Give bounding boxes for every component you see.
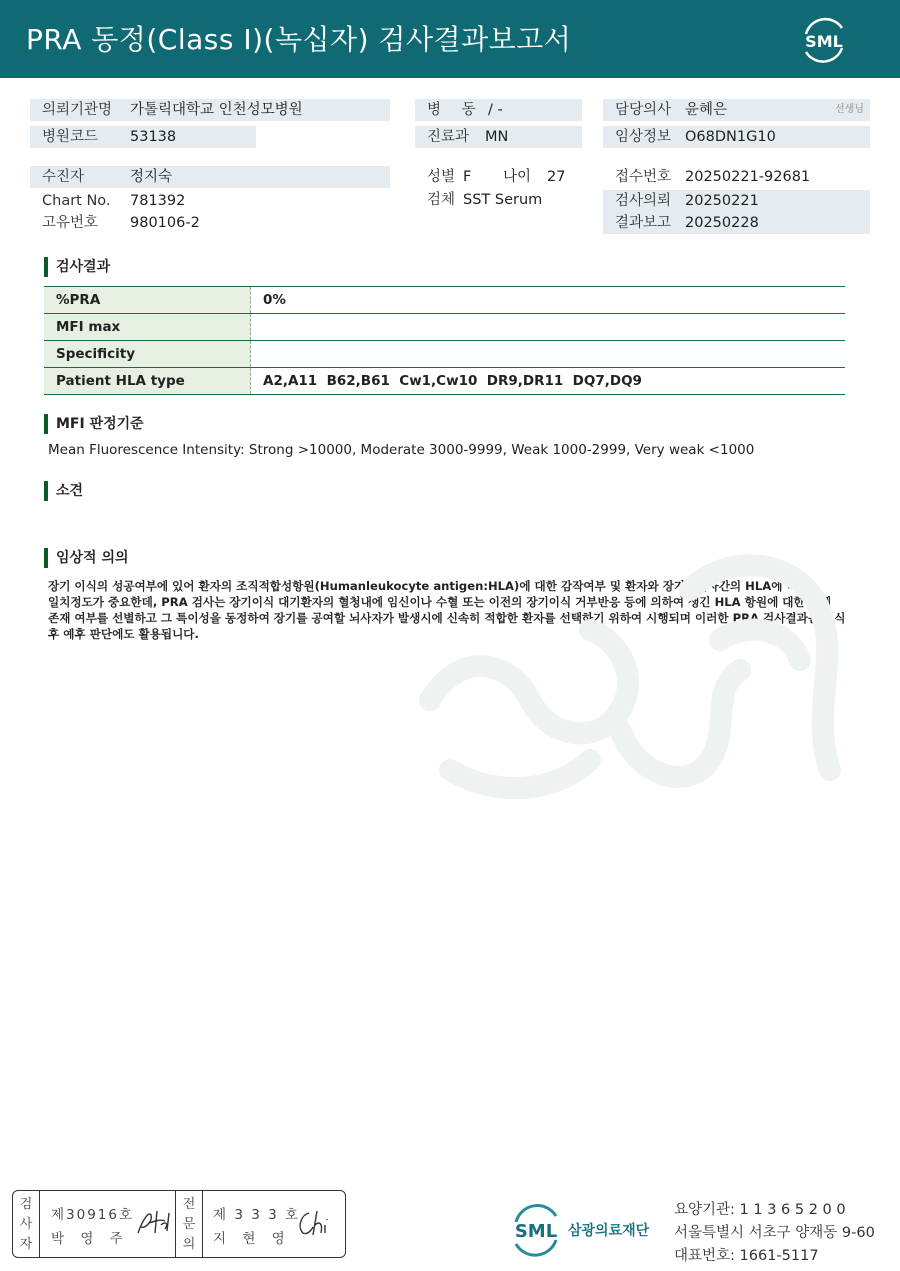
sml-logo-icon bbox=[798, 14, 850, 66]
clinical-info-field bbox=[603, 126, 870, 148]
request-value: 20250221 bbox=[685, 193, 759, 209]
receipt-value: 20250221-92681 bbox=[685, 169, 811, 185]
ward-label: 병 동 bbox=[427, 102, 484, 118]
result-key: Patient HLA type bbox=[44, 368, 251, 395]
specimen-field bbox=[415, 189, 595, 211]
result-value: A2,A11 B62,B61 Cw1,Cw10 DR9,DR11 DQ7,DQ9 bbox=[251, 368, 846, 395]
table-row bbox=[44, 341, 845, 368]
table-row bbox=[44, 368, 845, 395]
institution-code: 요양기관: 1 1 3 6 5 2 0 0 bbox=[674, 1202, 846, 1218]
specimen-label: 검체 bbox=[427, 192, 456, 208]
receipt-label: 접수번호 bbox=[615, 169, 672, 185]
result-key: %PRA bbox=[44, 287, 251, 314]
results-table bbox=[44, 286, 845, 395]
clinical-section-title: 임상적 의의 bbox=[44, 548, 129, 568]
chart-value: 781392 bbox=[130, 193, 186, 209]
table-row bbox=[44, 314, 845, 341]
result-key: MFI max bbox=[44, 314, 251, 341]
doctor-value: 윤혜은 bbox=[685, 102, 728, 118]
clinical-info-label: 임상정보 bbox=[615, 129, 672, 145]
chart-label: Chart No. bbox=[42, 193, 111, 209]
address: 서울특별시 서초구 양재동 9-60 bbox=[674, 1225, 875, 1241]
request-label: 검사의뢰 bbox=[615, 193, 672, 209]
receipt-field bbox=[603, 166, 870, 188]
footer-logo-text: SML bbox=[514, 1221, 558, 1242]
hospital-value: 가톨릭대학교 인천성모병원 bbox=[130, 102, 303, 118]
ward-field bbox=[415, 99, 582, 121]
dept-field bbox=[415, 126, 582, 148]
signature-box bbox=[12, 1190, 346, 1258]
ward-value: / - bbox=[488, 102, 503, 118]
hospital-code-label: 병원코드 bbox=[42, 129, 99, 145]
doctor-suffix: 선생님 bbox=[835, 104, 864, 115]
hospital-label: 의뢰기관명 bbox=[42, 102, 113, 118]
opinion-section-title: 소견 bbox=[44, 481, 83, 501]
result-key: Specificity bbox=[44, 341, 251, 368]
id-value: 980106-2 bbox=[130, 215, 200, 231]
header-logo-text: SML bbox=[805, 32, 843, 51]
specialist-no: 제 3 3 3 호 bbox=[213, 1207, 301, 1223]
dept-label: 진료과 bbox=[427, 129, 470, 145]
examiner-label: 검 사 자 bbox=[19, 1197, 33, 1252]
watermark-logo-icon bbox=[390, 530, 870, 830]
result-value bbox=[251, 341, 846, 368]
footer-logo bbox=[510, 1200, 670, 1258]
footer-org-name: 삼광의료재단 bbox=[568, 1223, 650, 1239]
sex-value: F bbox=[463, 169, 472, 185]
sex-age-field bbox=[415, 166, 595, 188]
phone: 대표번호: 1661-5117 bbox=[674, 1248, 819, 1264]
clinical-info-value: O68DN1G10 bbox=[685, 129, 776, 145]
doctor-field bbox=[603, 99, 870, 121]
result-value: 0% bbox=[251, 287, 846, 314]
clinical-line: 일치정도가 중요한데, PRA 검사는 장기이식 대기환자의 혈청내에 임신이나 수혈 또는 이전의 장기이식 거부반응 등에 의하여 생긴 HLA 항원에 대한 항체 bbox=[48, 595, 832, 609]
mfi-criteria-text: Mean Fluorescence Intensity: Strong >10000, Moderate 3000-9999, Weak 1000-2999, Very weak <1000 bbox=[48, 442, 755, 458]
hospital-field bbox=[30, 99, 390, 121]
age-label: 나이 bbox=[503, 169, 532, 185]
sex-label: 성별 bbox=[427, 169, 456, 185]
report-header bbox=[0, 0, 900, 78]
examiner-name: 박 영 주 bbox=[51, 1231, 129, 1247]
results-section-title: 검사결과 bbox=[44, 257, 110, 277]
age-value: 27 bbox=[547, 169, 566, 185]
mfi-section-title: MFI 판정기준 bbox=[44, 414, 144, 434]
signature-divider bbox=[39, 1191, 40, 1257]
report-label: 결과보고 bbox=[615, 215, 672, 231]
dept-value: MN bbox=[485, 129, 509, 145]
report-date-field bbox=[603, 212, 870, 234]
id-label: 고유번호 bbox=[42, 215, 99, 231]
report-title: PRA 동정(Class I)(녹십자) 검사결과보고서 bbox=[26, 23, 572, 56]
specialist-name: 지 현 영 bbox=[213, 1231, 291, 1247]
table-row bbox=[44, 287, 845, 314]
clinical-line: 후 예후 판단에도 활용됩니다. bbox=[48, 627, 199, 641]
clinical-line: 존재 여부를 선별하고 그 특이성을 동정하여 장기를 공여할 뇌사자가 발생시에 신속히 적합한 환자를 선택하기 위하여 시행되며 이러한 PRA 검사결과는 이식 bbox=[48, 611, 846, 625]
clinical-line: 장기 이식의 성공여부에 있어 환자의 조직적합성항원(Humanleukocyte antigen:HLA)에 대한 감작여부 및 환자와 장기공여자간의 HLA에 대한 bbox=[48, 579, 809, 593]
report-value: 20250228 bbox=[685, 215, 759, 231]
specialist-signature-icon bbox=[295, 1207, 339, 1243]
id-field bbox=[30, 212, 390, 234]
hospital-code-field bbox=[30, 126, 256, 148]
hospital-code-value: 53138 bbox=[130, 129, 177, 145]
patient-field bbox=[30, 166, 390, 188]
examiner-signature-icon bbox=[135, 1205, 175, 1243]
doctor-label: 담당의사 bbox=[615, 102, 672, 118]
signature-divider bbox=[202, 1191, 203, 1257]
patient-value: 정지숙 bbox=[130, 169, 173, 185]
specimen-value: SST Serum bbox=[463, 192, 543, 208]
specialist-label: 전 문 의 bbox=[182, 1197, 196, 1252]
examiner-no: 제30916호 bbox=[51, 1207, 135, 1223]
request-field bbox=[603, 190, 870, 212]
chart-field bbox=[30, 190, 390, 212]
result-value bbox=[251, 314, 846, 341]
patient-label: 수진자 bbox=[42, 169, 85, 185]
